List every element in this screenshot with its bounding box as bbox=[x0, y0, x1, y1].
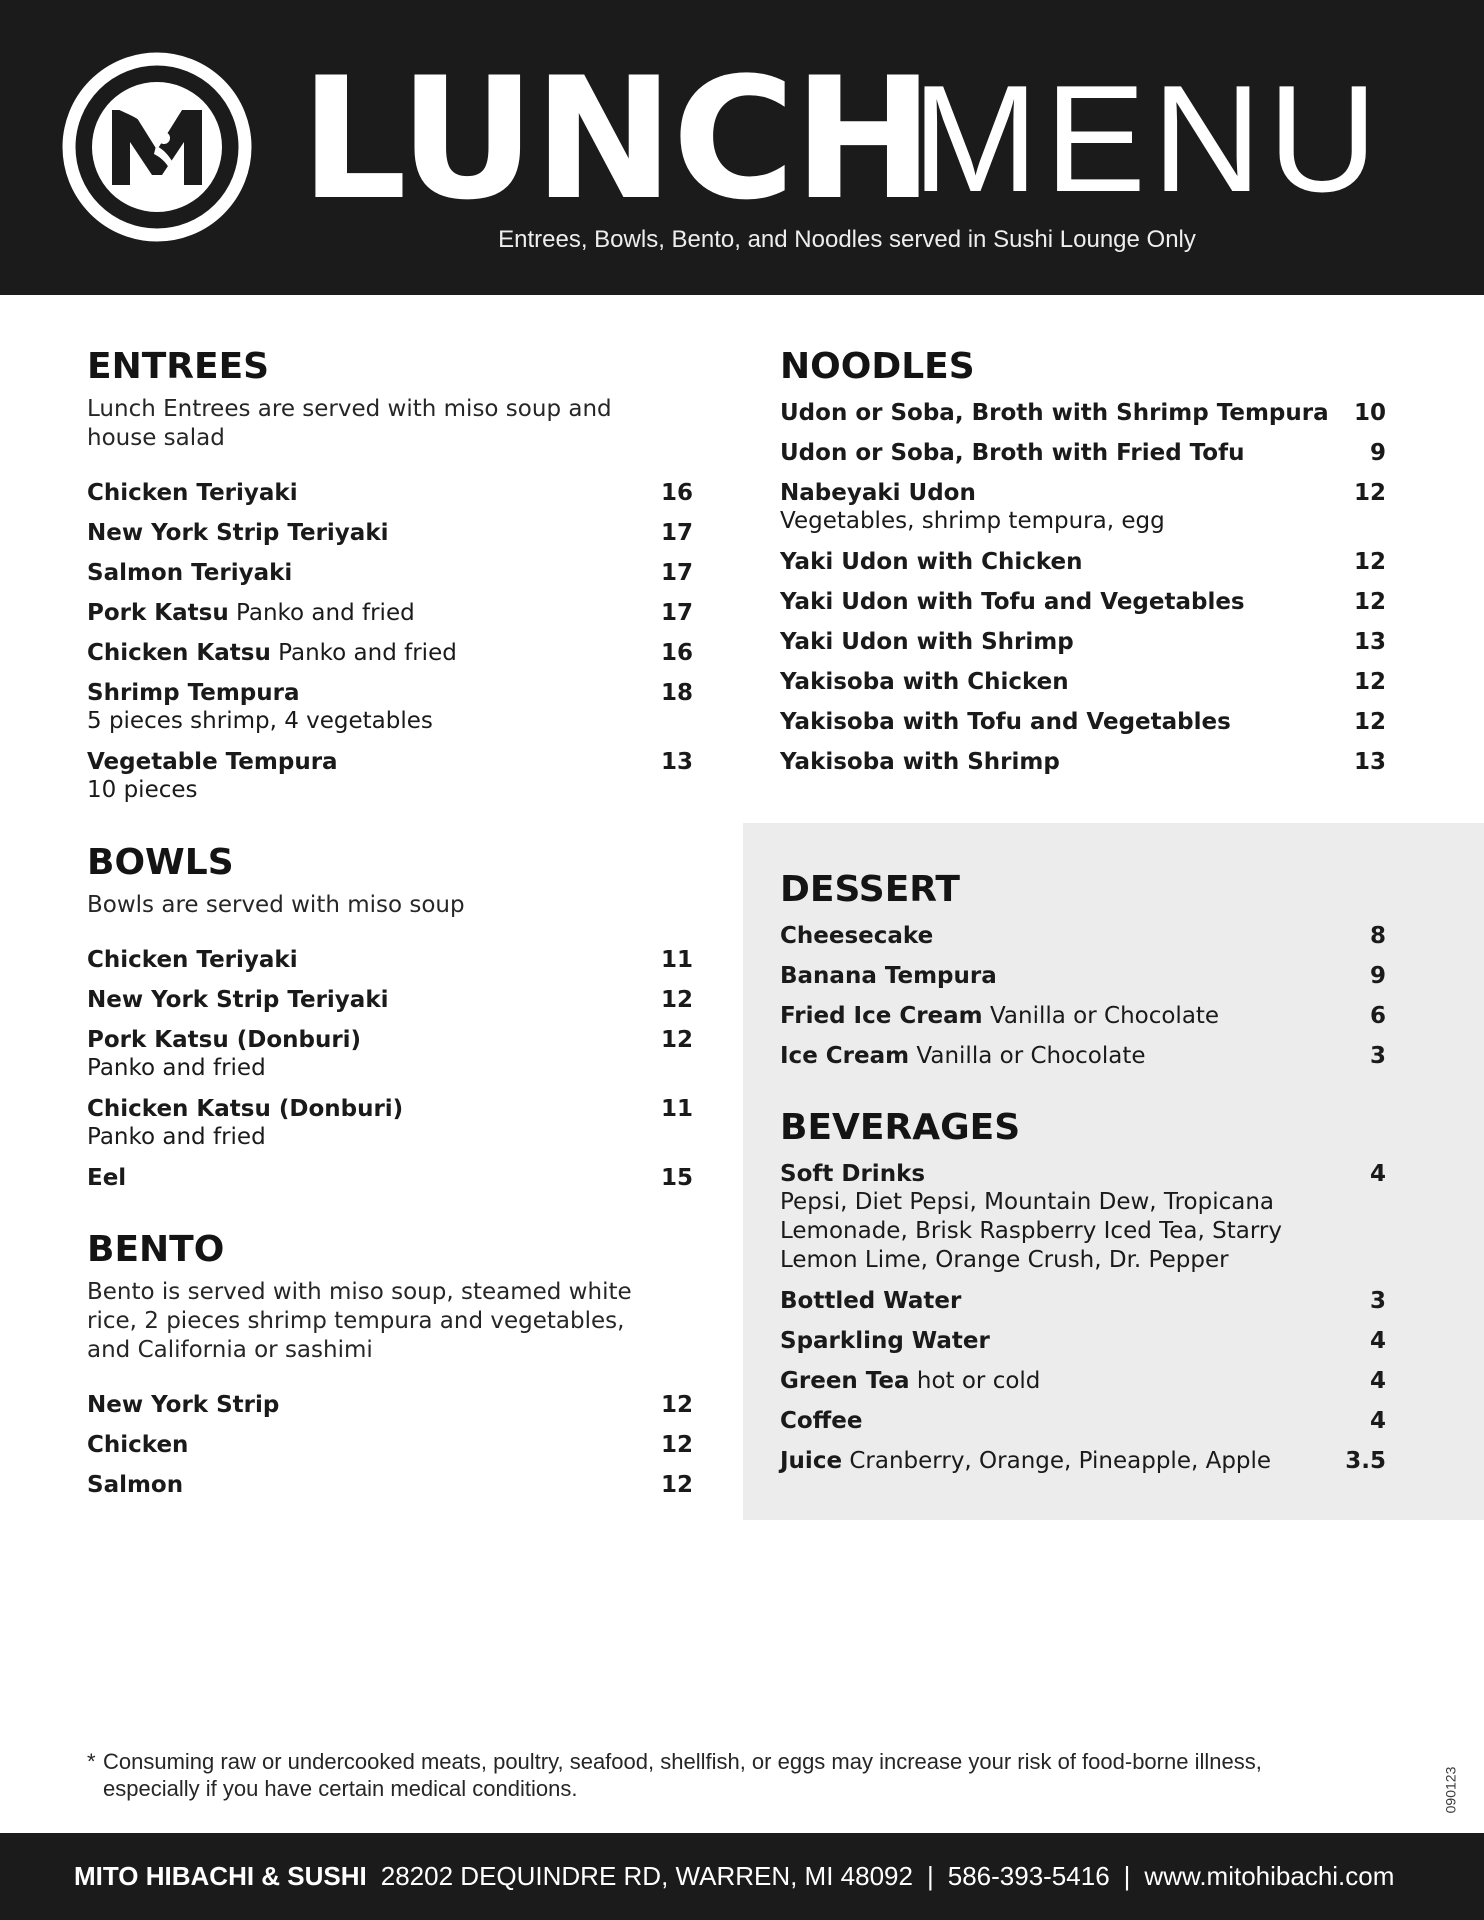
menu-item-name: Salmon bbox=[87, 1472, 184, 1498]
menu-item bbox=[780, 708, 1386, 736]
section-bento bbox=[87, 1228, 693, 1499]
menu-item-price: 12 bbox=[660, 1472, 693, 1498]
menu-item-subtext: Panko and fried bbox=[87, 1055, 266, 1081]
menu-item-subtext: 5 pieces shrimp, 4 vegetables bbox=[87, 708, 433, 734]
menu-item-name: Ice Cream bbox=[780, 1043, 910, 1069]
menu-item bbox=[780, 439, 1386, 467]
menu-item-price: 4 bbox=[1369, 1408, 1386, 1434]
disclaimer-asterisk: * bbox=[87, 1749, 96, 1774]
menu-item-name: Udon or Soba, Broth with Fried Tofu bbox=[780, 440, 1245, 466]
menu-item-text bbox=[780, 628, 1074, 656]
menu-item bbox=[780, 1367, 1386, 1395]
menu-item bbox=[780, 1447, 1386, 1475]
section-note: Bowls are served with miso soup bbox=[87, 892, 465, 918]
menu-item-price: 6 bbox=[1369, 1003, 1386, 1029]
menu-item-price: 3 bbox=[1369, 1043, 1386, 1069]
restaurant-address: 28202 DEQUINDRE RD, WARREN, MI 48092 bbox=[380, 1861, 913, 1891]
item-list bbox=[780, 1160, 1386, 1475]
header-banner bbox=[0, 0, 1484, 295]
menu-item-name: New York Strip bbox=[87, 1392, 280, 1418]
header-subtitle: Entrees, Bowls, Bento, and Noodles served in Sushi Lounge Only bbox=[498, 226, 1196, 253]
menu-item-text bbox=[87, 1391, 279, 1419]
menu-item-name: Eel bbox=[87, 1165, 127, 1191]
menu-item-name: Udon or Soba, Broth with Shrimp Tempura bbox=[780, 400, 1329, 426]
menu-item-price: 12 bbox=[1353, 709, 1386, 735]
menu-item bbox=[780, 1407, 1386, 1435]
menu-item-name: Vegetable Tempura bbox=[87, 749, 338, 775]
restaurant-phone[interactable]: 586-393-5416 bbox=[947, 1861, 1110, 1891]
disclaimer-line-2: especially if you have certain medical conditions. bbox=[103, 1776, 578, 1801]
menu-item-text bbox=[780, 748, 1060, 776]
menu-item-name: Salmon Teriyaki bbox=[87, 560, 293, 586]
menu-item-price: 12 bbox=[1353, 669, 1386, 695]
menu-item bbox=[780, 1002, 1386, 1030]
menu-item bbox=[87, 1164, 693, 1192]
menu-item-text bbox=[780, 399, 1329, 427]
menu-item-text bbox=[87, 1471, 183, 1499]
item-list bbox=[87, 946, 693, 1192]
footer-bar bbox=[0, 1833, 1484, 1920]
menu-item-name: Chicken Teriyaki bbox=[87, 947, 298, 973]
menu-item-name: Chicken Katsu bbox=[87, 640, 271, 666]
menu-item-price: 12 bbox=[1353, 589, 1386, 615]
menu-item-price: 9 bbox=[1369, 963, 1386, 989]
disclaimer-line-1: Consuming raw or undercooked meats, poultry, seafood, shellfish, or eggs may increase your risk of food-borne illness, bbox=[103, 1749, 1262, 1774]
menu-item-price: 3 bbox=[1369, 1288, 1386, 1314]
item-list bbox=[780, 922, 1386, 1070]
menu-item-subtext: Vegetables, shrimp tempura, egg bbox=[780, 508, 1165, 534]
menu-item-text bbox=[780, 439, 1244, 467]
menu-item-price: 13 bbox=[660, 749, 693, 775]
right-column bbox=[780, 345, 1386, 1487]
menu-item-price: 4 bbox=[1369, 1328, 1386, 1354]
section-noodles bbox=[780, 345, 1386, 776]
menu-item-name: Yakisoba with Chicken bbox=[780, 669, 1069, 695]
menu-item-text bbox=[87, 1431, 188, 1459]
menu-item-name: Shrimp Tempura bbox=[87, 680, 300, 706]
menu-item-price: 17 bbox=[660, 600, 693, 626]
menu-item-description: Vanilla or Chocolate bbox=[989, 1003, 1220, 1029]
menu-item-price: 8 bbox=[1369, 923, 1386, 949]
menu-item-text bbox=[780, 668, 1069, 696]
title-menu: MENU bbox=[912, 54, 1384, 224]
menu-item bbox=[87, 519, 693, 547]
menu-item-name: Yaki Udon with Chicken bbox=[780, 549, 1083, 575]
menu-item-description: hot or cold bbox=[916, 1368, 1041, 1394]
menu-item bbox=[780, 748, 1386, 776]
menu-item-text bbox=[780, 479, 1165, 536]
menu-item-price: 3.5 bbox=[1345, 1448, 1386, 1474]
menu-item-name: Fried Ice Cream bbox=[780, 1003, 983, 1029]
menu-item-price: 12 bbox=[660, 987, 693, 1013]
menu-item-text bbox=[780, 1042, 1146, 1070]
section-title: BOWLS bbox=[87, 842, 234, 883]
menu-item-text bbox=[87, 748, 338, 805]
menu-item-text bbox=[87, 679, 433, 736]
section-title: ENTREES bbox=[87, 346, 270, 387]
menu-item bbox=[87, 479, 693, 507]
menu-item-price: 4 bbox=[1369, 1161, 1386, 1187]
menu-item-subtext: Panko and fried bbox=[87, 1124, 266, 1150]
menu-item-subtext: Pepsi, Diet Pepsi, Mountain Dew, Tropicana Lemonade, Brisk Raspberry Iced Tea, Starry Lemon Lime, Orange Crush, Dr. Pepper bbox=[780, 1189, 1282, 1273]
menu-item bbox=[87, 1471, 693, 1499]
item-list bbox=[87, 1391, 693, 1499]
menu-item-text bbox=[87, 1095, 403, 1152]
menu-item-text bbox=[780, 922, 933, 950]
menu-item-name: Soft Drinks bbox=[780, 1161, 926, 1187]
section-bowls bbox=[87, 841, 693, 1192]
footer-separator: | bbox=[926, 1861, 934, 1891]
restaurant-website[interactable]: www.mitohibachi.com bbox=[1144, 1861, 1395, 1891]
menu-item bbox=[87, 1391, 693, 1419]
menu-item bbox=[780, 962, 1386, 990]
menu-item-text bbox=[780, 588, 1245, 616]
menu-item-name: Bottled Water bbox=[780, 1288, 962, 1314]
menu-item-text bbox=[780, 1367, 1040, 1395]
menu-item-text bbox=[87, 1164, 126, 1192]
menu-item bbox=[87, 946, 693, 974]
menu-item-price: 15 bbox=[660, 1165, 693, 1191]
menu-item-name: Sparkling Water bbox=[780, 1328, 990, 1354]
section-title: DESSERT bbox=[780, 869, 960, 910]
menu-item bbox=[87, 599, 693, 627]
menu-item bbox=[87, 1095, 693, 1152]
menu-item-text bbox=[87, 479, 298, 507]
menu-item-name: Yaki Udon with Tofu and Vegetables bbox=[780, 589, 1245, 615]
section-title: NOODLES bbox=[780, 346, 975, 387]
item-list bbox=[87, 479, 693, 805]
menu-item-price: 17 bbox=[660, 520, 693, 546]
menu-item-price: 11 bbox=[660, 947, 693, 973]
menu-item-text bbox=[87, 986, 389, 1014]
menu-item-text bbox=[780, 1407, 863, 1435]
menu-item-text bbox=[87, 946, 298, 974]
restaurant-name: MITO HIBACHI & SUSHI bbox=[74, 1861, 367, 1891]
menu-item bbox=[780, 628, 1386, 656]
menu-item-price: 11 bbox=[660, 1096, 693, 1122]
menu-item-price: 16 bbox=[660, 480, 693, 506]
menu-item-text bbox=[780, 1287, 961, 1315]
print-code-text: 090123 bbox=[1442, 1766, 1459, 1814]
menu-item bbox=[780, 922, 1386, 950]
menu-item-text bbox=[780, 1327, 990, 1355]
menu-item bbox=[87, 1026, 693, 1083]
menu-item-name: Yaki Udon with Shrimp bbox=[780, 629, 1074, 655]
menu-item-text bbox=[780, 1447, 1271, 1475]
menu-item-subtext: 10 pieces bbox=[87, 777, 198, 803]
menu-item-price: 12 bbox=[660, 1027, 693, 1053]
menu-item-price: 9 bbox=[1369, 440, 1386, 466]
title-lunch: LUNCH bbox=[300, 41, 932, 237]
menu-item-name: Banana Tempura bbox=[780, 963, 997, 989]
menu-item-text bbox=[780, 1160, 1340, 1275]
menu-item-text bbox=[87, 599, 415, 627]
section-title: BEVERAGES bbox=[780, 1107, 1021, 1148]
menu-item-name: Nabeyaki Udon bbox=[780, 480, 976, 506]
menu-item-name: Pork Katsu (Donburi) bbox=[87, 1027, 362, 1053]
menu-item bbox=[87, 986, 693, 1014]
menu-item-name: Yakisoba with Shrimp bbox=[780, 749, 1060, 775]
menu-item bbox=[87, 679, 693, 736]
menu-item-name: Coffee bbox=[780, 1408, 863, 1434]
item-list bbox=[780, 399, 1386, 776]
section-note: Bento is served with miso soup, steamed white rice, 2 pieces shrimp tempura and vegetables, and California or sashimi bbox=[87, 1279, 632, 1363]
menu-item-price: 12 bbox=[660, 1392, 693, 1418]
section-title: BENTO bbox=[87, 1229, 225, 1270]
menu-item-price: 12 bbox=[1353, 549, 1386, 575]
menu-item-price: 12 bbox=[1353, 480, 1386, 506]
health-disclaimer bbox=[87, 1748, 1407, 1802]
menu-item-text bbox=[780, 1002, 1219, 1030]
menu-item-text bbox=[87, 639, 457, 667]
menu-item-description: Panko and fried bbox=[278, 640, 457, 666]
menu-item bbox=[87, 1431, 693, 1459]
menu-item-description: Panko and fried bbox=[236, 600, 415, 626]
menu-item-name: Chicken Katsu (Donburi) bbox=[87, 1096, 404, 1122]
menu-item-name: Chicken bbox=[87, 1432, 189, 1458]
menu-item-name: Pork Katsu bbox=[87, 600, 229, 626]
menu-item-name: Chicken Teriyaki bbox=[87, 480, 298, 506]
menu-item-name: New York Strip Teriyaki bbox=[87, 987, 389, 1013]
menu-item-description: Cranberry, Orange, Pineapple, Apple bbox=[849, 1448, 1272, 1474]
section-beverages bbox=[780, 1106, 1386, 1475]
print-code bbox=[1442, 1760, 1463, 1820]
menu-item-text bbox=[87, 519, 389, 547]
menu-item-price: 13 bbox=[1353, 629, 1386, 655]
menu-item bbox=[780, 399, 1386, 427]
menu-item-price: 13 bbox=[1353, 749, 1386, 775]
menu-item-price: 12 bbox=[660, 1432, 693, 1458]
section-entrees bbox=[87, 345, 693, 805]
menu-item bbox=[780, 668, 1386, 696]
section-note: Lunch Entrees are served with miso soup and house salad bbox=[87, 396, 612, 451]
menu-item-name: Juice bbox=[780, 1448, 843, 1474]
menu-item-name: Yakisoba with Tofu and Vegetables bbox=[780, 709, 1231, 735]
menu-item-price: 4 bbox=[1369, 1368, 1386, 1394]
mito-logo-icon bbox=[60, 50, 254, 244]
menu-item-name: Cheesecake bbox=[780, 923, 934, 949]
menu-item-name: Green Tea bbox=[780, 1368, 910, 1394]
menu-item bbox=[780, 1327, 1386, 1355]
menu-item bbox=[780, 1287, 1386, 1315]
menu-item bbox=[780, 1160, 1386, 1275]
menu-item-text bbox=[87, 1026, 361, 1083]
menu-item bbox=[87, 559, 693, 587]
menu-item bbox=[780, 1042, 1386, 1070]
menu-item-price: 16 bbox=[660, 640, 693, 666]
menu-item-price: 10 bbox=[1353, 400, 1386, 426]
menu-item-text bbox=[780, 548, 1083, 576]
menu-item bbox=[780, 548, 1386, 576]
menu-item bbox=[87, 639, 693, 667]
menu-item bbox=[780, 588, 1386, 616]
menu-item-name: New York Strip Teriyaki bbox=[87, 520, 389, 546]
menu-item-text bbox=[780, 962, 997, 990]
menu-item bbox=[87, 748, 693, 805]
left-column bbox=[87, 345, 693, 1511]
menu-item-price: 18 bbox=[660, 680, 693, 706]
menu-item-price: 17 bbox=[660, 560, 693, 586]
section-dessert bbox=[780, 868, 1386, 1070]
menu-item-text bbox=[87, 559, 292, 587]
menu-item-description: Vanilla or Chocolate bbox=[916, 1043, 1146, 1069]
menu-item-text bbox=[780, 708, 1231, 736]
footer-separator: | bbox=[1123, 1861, 1131, 1891]
menu-item bbox=[780, 479, 1386, 536]
